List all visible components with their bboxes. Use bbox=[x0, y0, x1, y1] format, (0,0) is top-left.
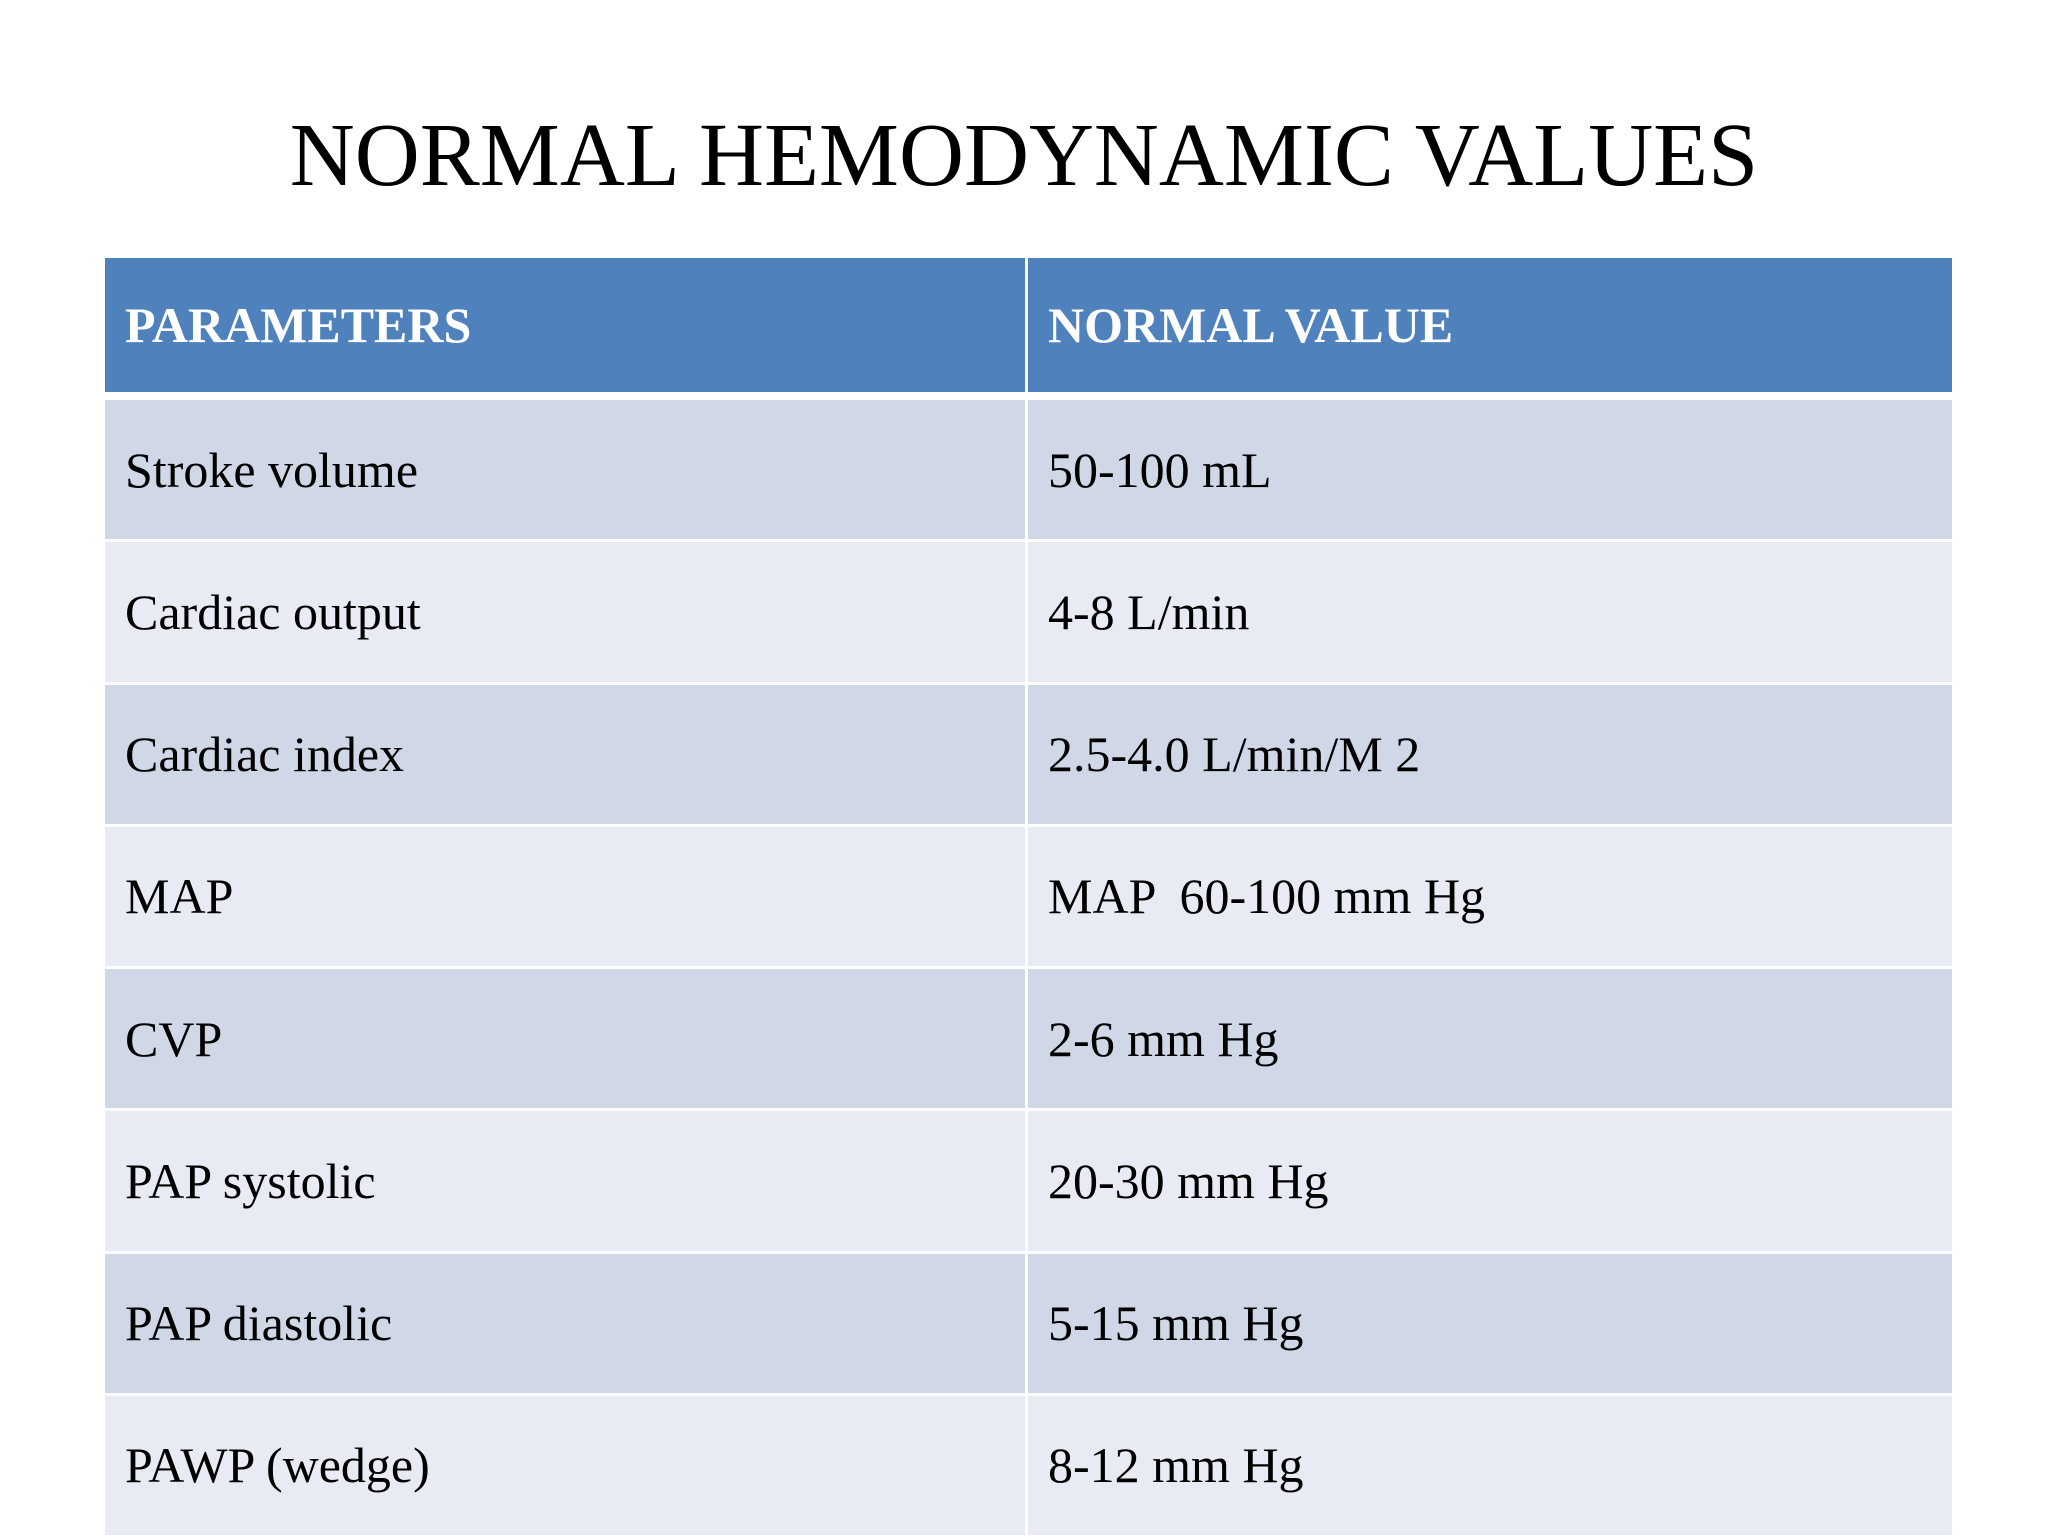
slide-title: NORMAL HEMODYNAMIC VALUES bbox=[289, 106, 1759, 205]
value-cell: 2.5-4.0 L/min/M 2 bbox=[1028, 683, 1952, 825]
table-row bbox=[105, 540, 1952, 682]
table-row bbox=[105, 967, 1952, 1109]
table-row bbox=[105, 1252, 1952, 1394]
table-row bbox=[105, 1394, 1952, 1536]
table-header-row bbox=[105, 258, 1952, 398]
parameter-cell: Stroke volume bbox=[105, 398, 1028, 540]
parameter-cell: PAWP (wedge) bbox=[105, 1394, 1028, 1536]
table-row bbox=[105, 683, 1952, 825]
value-cell: 20-30 mm Hg bbox=[1028, 1109, 1952, 1251]
parameter-cell: MAP bbox=[105, 825, 1028, 967]
parameter-cell: CVP bbox=[105, 967, 1028, 1109]
header-parameters: PARAMETERS bbox=[105, 258, 1028, 398]
header-normal-value: NORMAL VALUE bbox=[1028, 258, 1952, 398]
parameter-cell: PAP systolic bbox=[105, 1109, 1028, 1251]
table-row bbox=[105, 825, 1952, 967]
parameter-cell: Cardiac output bbox=[105, 540, 1028, 682]
value-cell: MAP 60-100 mm Hg bbox=[1028, 825, 1952, 967]
value-cell: 50-100 mL bbox=[1028, 398, 1952, 540]
value-cell: 2-6 mm Hg bbox=[1028, 967, 1952, 1109]
value-cell: 4-8 L/min bbox=[1028, 540, 1952, 682]
value-cell: 5-15 mm Hg bbox=[1028, 1252, 1952, 1394]
table-row bbox=[105, 398, 1952, 540]
hemodynamic-values-table bbox=[105, 258, 1952, 1536]
table-row bbox=[105, 1109, 1952, 1251]
parameter-cell: PAP diastolic bbox=[105, 1252, 1028, 1394]
value-cell: 8-12 mm Hg bbox=[1028, 1394, 1952, 1536]
parameter-cell: Cardiac index bbox=[105, 683, 1028, 825]
